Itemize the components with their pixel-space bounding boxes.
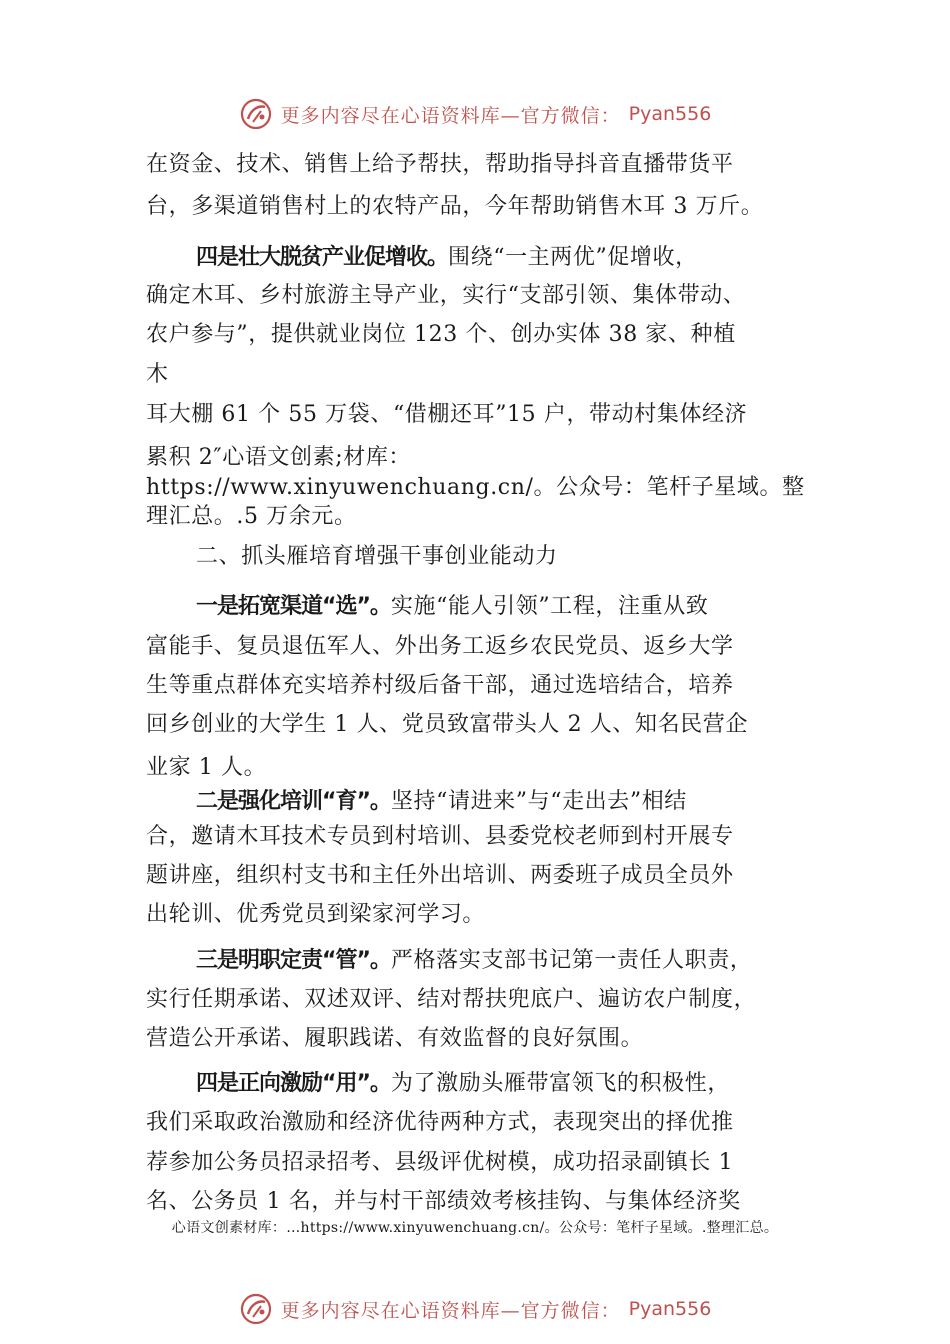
paragraph-line <box>196 787 687 817</box>
text-span: 实施“能人引领”工程，注重从致 <box>390 594 709 619</box>
text-line: 荐参加公务员招录招考、县级评优树模，成功招录副镇长 1 <box>146 1150 734 1175</box>
logo-icon <box>239 1292 273 1326</box>
paragraph-heading: 二是强化培训“育”。 <box>196 789 391 814</box>
text-line: 在资金、技术、销售上给予帮扶，帮助指导抖音直播带货平 <box>146 152 734 177</box>
text-line: 合，邀请木耳技术专员到村培训、县委党校老师到村开展专 <box>146 824 734 849</box>
section-heading: 二、抓头雁培育增强干事创业能动力 <box>196 544 558 569</box>
text-line: 名、公务员 1 名，并与村干部绩效考核挂钩、与集体经济奖 <box>146 1189 741 1214</box>
text-line: 实行任期承诺、双述双评、结对帮扶兜底户、遍访农户制度， <box>146 987 757 1012</box>
paragraph-line <box>196 592 708 622</box>
text-line: 理汇总。.5 万余元。 <box>146 504 357 529</box>
watermark-header <box>0 94 950 134</box>
text-line: https://www.xinyuwenchuang.cn/。公众号：笔杆子星域。整 <box>146 475 805 500</box>
text-span: 坚持“请进来”与“走出去”相结 <box>390 789 687 814</box>
watermark-id: Pyan556 <box>628 103 712 125</box>
text-line: 营造公开承诺、履职践诺、有效监督的良好氛围。 <box>146 1026 644 1051</box>
text-line: 生等重点群体充实培养村级后备干部，通过选培结合，培养 <box>146 673 734 698</box>
watermark-text: 更多内容尽在心语资料库—官方微信： <box>280 1299 621 1322</box>
text-line: 富能手、复员退伍军人、外出务工返乡农民党员、返乡大学 <box>146 634 734 659</box>
paragraph-line <box>196 1069 730 1099</box>
text-line: 耳大棚 61 个 55 万袋、“借棚还耳”15 户，带动村集体经济 <box>146 402 748 427</box>
text-span: 为了激励头雁带富领飞的积极性， <box>390 1071 730 1096</box>
footer-note: 心语文创素材库：…https://www.xinyuwenchuang.cn/。公众号：笔杆子星域。.整理汇总。 <box>171 1220 779 1236</box>
watermark-id: Pyan556 <box>628 1298 712 1320</box>
text-line: 题讲座，组织村支书和主任外出培训、两委班子成员全员外 <box>146 863 734 888</box>
text-line: 回乡创业的大学生 1 人、党员致富带头人 2 人、知名民营企 <box>146 712 748 737</box>
text-line: 确定木耳、乡村旅游主导产业，实行“支部引领、集体带动、 <box>146 283 746 308</box>
paragraph-line <box>196 946 753 976</box>
paragraph-heading: 三是明职定责“管”。 <box>196 948 391 973</box>
paragraph-heading: 四是正向激励“用”。 <box>196 1071 391 1096</box>
watermark-text: 更多内容尽在心语资料库—官方微信： <box>280 104 621 127</box>
watermark-footer <box>0 1289 950 1329</box>
text-line: 累积 2″心语文创素;材库： <box>146 445 412 470</box>
paragraph-heading: 四是壮大脱贫产业促增收。 <box>196 245 449 270</box>
text-line: 我们采取政治激励和经济优待两种方式，表现突出的择优推 <box>146 1110 734 1135</box>
paragraph-heading: 一是拓宽渠道“选”。 <box>196 594 391 619</box>
text-line: 农户参与”，提供就业岗位 123 个、创办实体 38 家、种植 <box>146 322 736 347</box>
paragraph-line <box>196 243 698 273</box>
text-line: 木 <box>146 362 169 387</box>
text-span: 围绕“一主两优”促增收， <box>448 245 698 270</box>
text-line: 业家 1 人。 <box>146 755 267 780</box>
text-line: 台，多渠道销售村上的农特产品，今年帮助销售木耳 3 万斤。 <box>146 194 764 219</box>
logo-icon <box>239 97 273 131</box>
text-line: 出轮训、优秀党员到梁家河学习。 <box>146 902 486 927</box>
text-span: 严格落实支部书记第一责任人职责， <box>390 948 753 973</box>
